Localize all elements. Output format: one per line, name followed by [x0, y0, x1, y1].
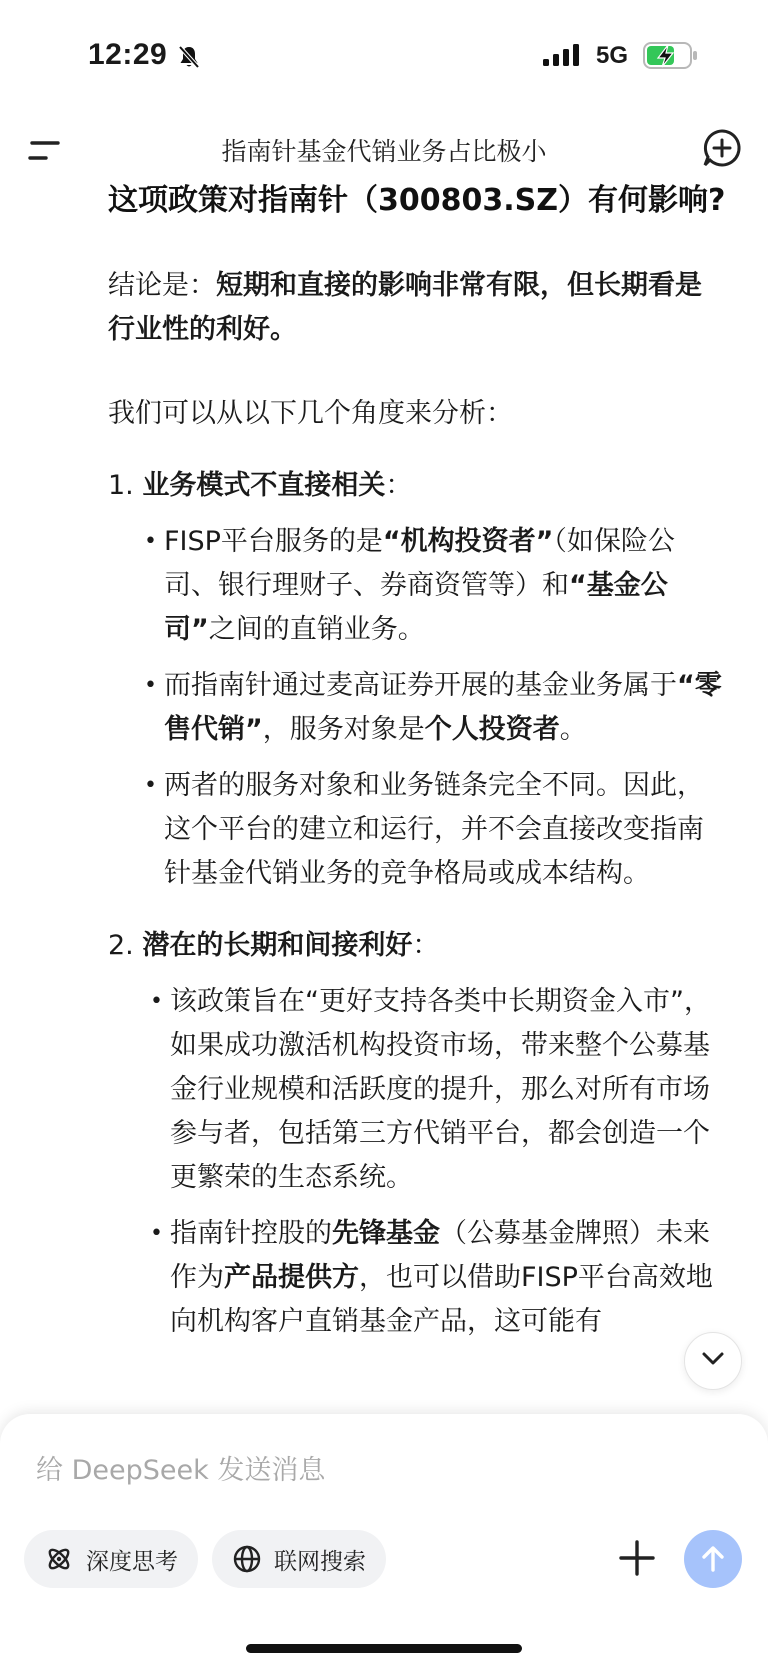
message-composer	[0, 1414, 768, 1669]
web-search-label: 联网搜索	[274, 1548, 366, 1575]
globe-icon	[232, 1544, 262, 1574]
section-1-heading: 业务模式不直接相关	[142, 470, 386, 501]
list-item	[108, 1212, 728, 1344]
list-item	[108, 520, 728, 652]
status-bar	[0, 0, 768, 112]
list-item: • 该政策旨在“更好支持各类中长期资金入市”，如果成功激活机构投资市场，带来整个公募基金行业规模和活跃度的提升，那么对所有市场参与者，包括第三方代销平台，都会创造一个更繁荣的生态系统。	[108, 980, 728, 1200]
conversation-title[interactable]: 指南针基金代销业务占比极小	[221, 137, 547, 166]
text-span: ，服务对象是	[262, 714, 425, 745]
conclusion-bold: 短期和直接的影响非常有限，但长期看是行业性的利好。	[108, 270, 702, 345]
scroll-to-bottom-button[interactable]	[684, 1332, 742, 1390]
conclusion-paragraph	[108, 264, 728, 352]
section-2	[108, 924, 728, 1344]
list-item: • 两者的服务对象和业务链条完全不同。因此，这个平台的建立和运行，并不会直接改变指南针基金代销业务的竞争格局或成本结构。	[108, 764, 728, 896]
text-span: 之间的直销业务。	[208, 614, 425, 645]
plus-icon[interactable]	[618, 1539, 656, 1581]
chevron-down-icon	[701, 1351, 725, 1371]
section-2-heading: 潜在的长期和间接利好	[142, 930, 413, 961]
section-1-number: 1.	[108, 470, 143, 501]
home-indicator	[246, 1644, 522, 1653]
text-span: 。	[559, 714, 587, 745]
bold-span: 产品提供方	[224, 1262, 359, 1293]
section-1	[108, 464, 728, 896]
network-type: 5G	[596, 42, 629, 69]
section-1-list	[108, 520, 728, 896]
bold-span: “零售代销”	[164, 670, 722, 745]
bold-span: 先锋基金	[332, 1218, 440, 1249]
new-chat-icon[interactable]	[702, 128, 742, 172]
section-2-list	[108, 980, 728, 1344]
text-span: 指南针控股的	[170, 1218, 332, 1249]
arrow-up-icon	[698, 1544, 728, 1574]
message-heading: 这项政策对指南针（300803.SZ）有何影响?	[108, 183, 726, 218]
text-span: ，也可以借助FISP平台高效地向机构客户直销基金产品，这可能有	[170, 1262, 713, 1337]
conclusion-prefix: 结论是：	[108, 270, 216, 301]
message-input[interactable]: 给 DeepSeek 发送消息	[36, 1455, 326, 1486]
list-item	[108, 664, 728, 752]
status-time: 12:29	[88, 38, 168, 71]
bell-slash-icon	[176, 44, 202, 74]
section-1-colon: ：	[385, 470, 413, 501]
bold-span: “机构投资者”	[382, 526, 554, 557]
signal-icon	[543, 44, 583, 70]
send-button[interactable]	[684, 1530, 742, 1588]
web-search-button[interactable]	[212, 1530, 386, 1588]
text-span: 而指南针通过麦高证券开展的基金业务属于	[164, 670, 677, 701]
battery-charging-icon	[643, 42, 699, 74]
bold-span: “基金公司”	[164, 570, 668, 645]
section-2-colon: ：	[412, 930, 440, 961]
atom-icon	[44, 1544, 74, 1574]
message-content	[108, 178, 728, 1344]
header	[0, 118, 768, 178]
section-2-number: 2.	[108, 930, 143, 961]
deep-think-label: 深度思考	[86, 1548, 178, 1575]
text-span: （公募基金牌照）未来作为	[170, 1218, 710, 1293]
text-span: FISP平台服务的是	[164, 526, 383, 557]
section-2-title	[108, 924, 728, 968]
bold-span: 个人投资者	[424, 714, 560, 745]
intro-paragraph: 我们可以从以下几个角度来分析：	[108, 398, 513, 429]
deep-think-button[interactable]	[24, 1530, 198, 1588]
section-1-title	[108, 464, 728, 508]
text-span: （如保险公司、银行理财子、券商资管等）和	[164, 526, 675, 601]
